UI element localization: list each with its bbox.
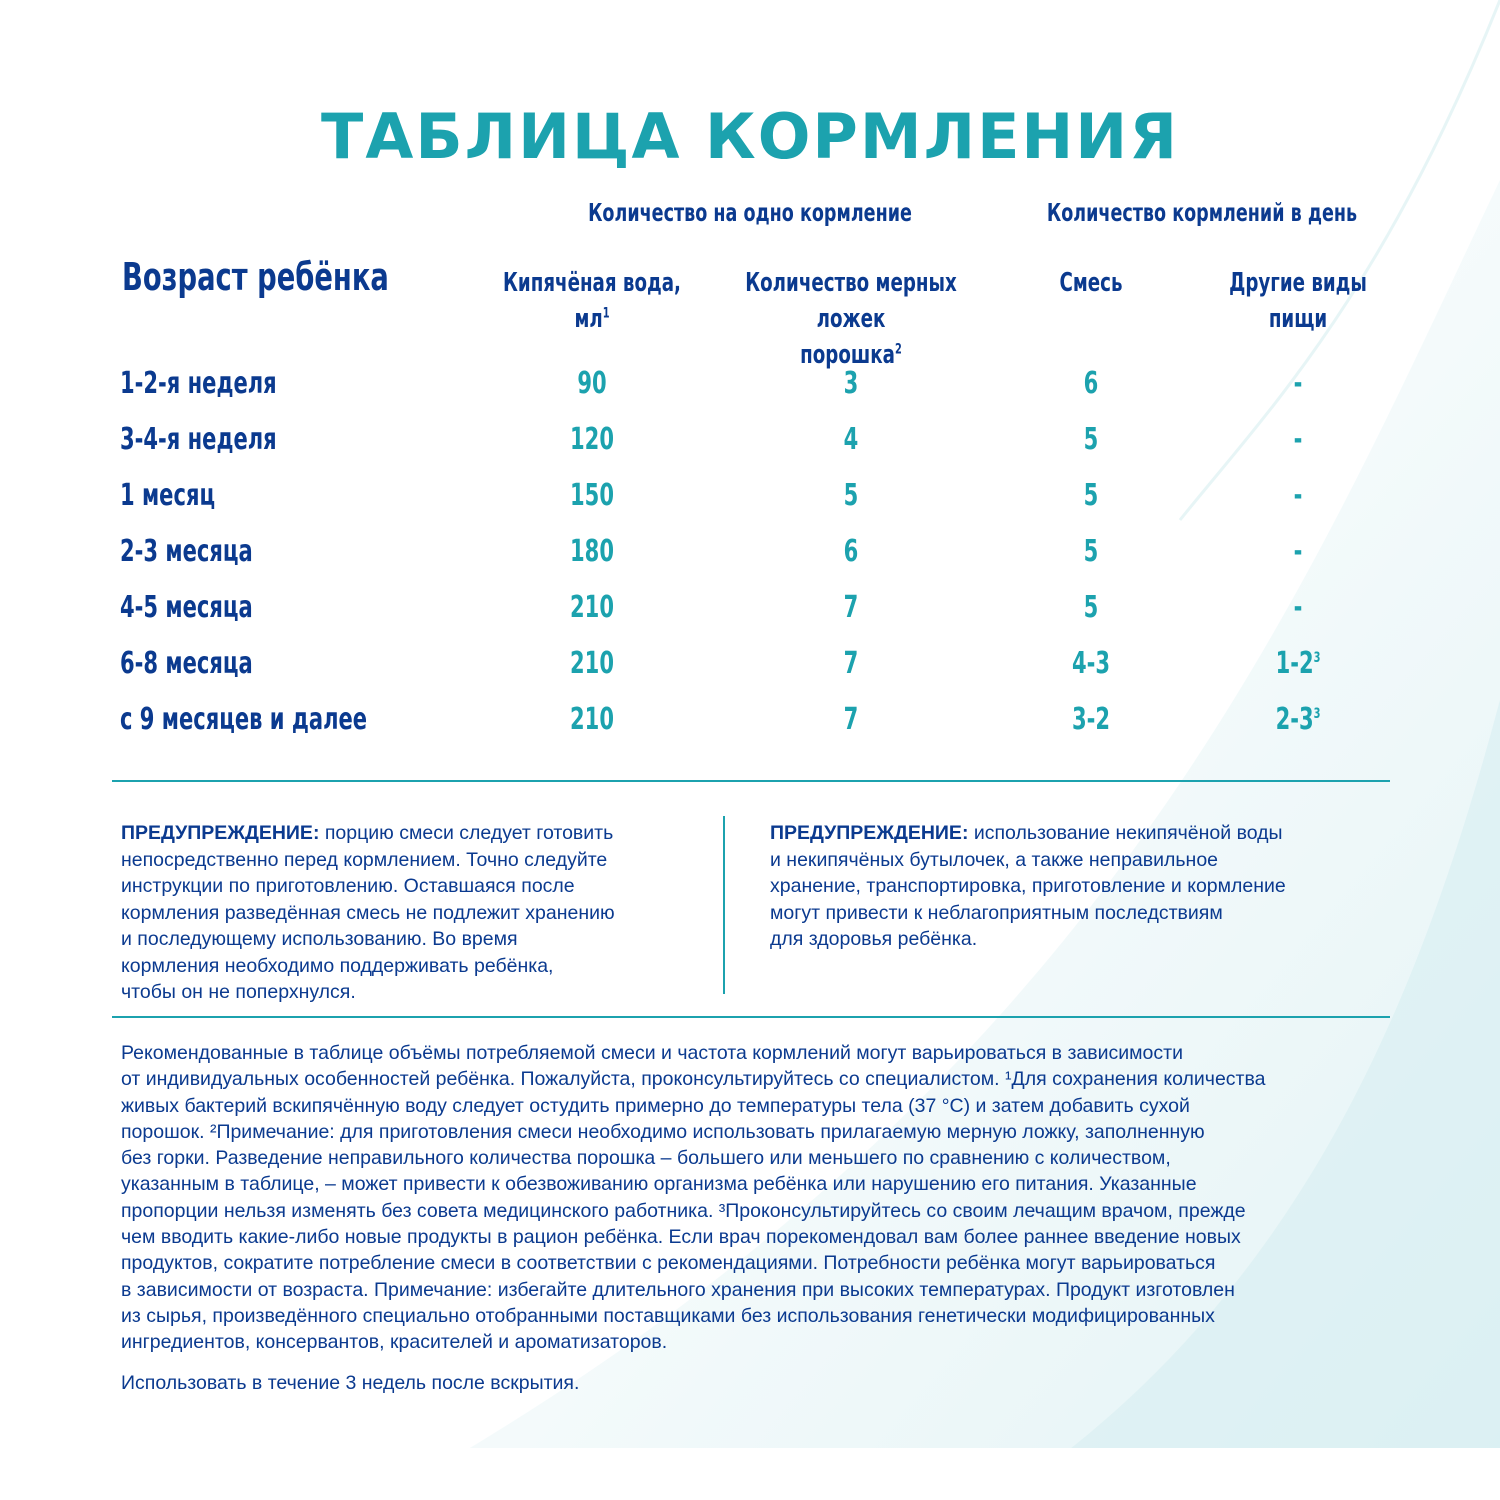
water-cell: 90 [577, 366, 607, 401]
spoons-column-header: Количество мерных ложек порошка$^2$ [745, 268, 957, 370]
table-row [0, 530, 1500, 586]
formula-cell: 6 [1083, 366, 1099, 401]
water-cell: 210 [570, 702, 614, 737]
spoons-cell: 7 [843, 590, 859, 625]
water-cell: 180 [570, 534, 614, 569]
page-title: ТАБЛИЦА КОРМЛЕНИЯ [321, 100, 1179, 173]
spoons-cell: 7 [843, 646, 859, 681]
age-cell: с 9 месяцев и далее [120, 702, 368, 737]
warning-left: ПРЕДУПРЕЖДЕНИЕ: порцию смеси следует готовить непосредственно перед кормлением. Точно следуйте инструкции по приготовлению. Оставшаяся после кормления разведённая смесь не подлежит хранению и последующему использованию. Во время кормления необходимо поддерживать ребёнка, чтобы он не поперхнулся. [121, 822, 615, 1003]
spoons-cell: 5 [843, 478, 859, 513]
warning-right: ПРЕДУПРЕЖДЕНИЕ: использование некипячёной воды и некипячёных бутылочек, а также неправильное хранение, транспортировка, приготовление и кормление могут привести к неблагоприятным последствиям для здоровья ребёнка. [770, 822, 1286, 950]
use-after-opening-note: Использовать в течение 3 недель после вскрытия. [121, 1372, 580, 1394]
spoons-cell: 4 [843, 422, 859, 457]
footnotes: Рекомендованные в таблице объёмы потребляемой смеси и частота кормлений могут варьироваться в зависимости от индивидуальных особенностей ребёнка. Пожалуйста, проконсультируйтесь со специалистом. ¹Для сохранения количества живых бактерий вскипячённую воду следует остудить примерно до температуры тела (37 °C) и затем добавить сухой порошок. ²Примечание: для приготовления смеси необходимо использовать прилагаемую мерную ложку, заполненную без горки. Разведение неправильного количества порошка – большего или меньшего по сравнению с количеством, указанным в таблице, – может привести к обезвоживанию организма ребёнка или нарушению его питания. Указанные пропорции нельзя изменять без совета медицинского работника. ³Проконсультируйтесь со своим лечащим врачом, прежде чем вводить какие-либо новые продукты в рацион ребёнка. Если врач порекомендовал вам более раннее введение новых продуктов, сократите потребление смеси в соответствии с рекомендациями. Потребности ребёнка могут варьироваться в зависимости от возраста. Примечание: избегайте длительного хранения при высоких температурах. Продукт изготовлен из сырья, произведённого специально отобранными поставщиками без использования генетически модифицированных ингредиентов, консервантов, красителей и ароматизаторов. [121, 1042, 1266, 1354]
table-row [0, 586, 1500, 642]
water-cell: 120 [570, 422, 614, 457]
age-cell: 6-8 месяца [120, 646, 253, 681]
formula-cell: 5 [1083, 534, 1099, 569]
other-food-cell: - [1293, 478, 1303, 513]
age-cell: 2-3 месяца [120, 534, 253, 569]
warning-label: ПРЕДУПРЕЖДЕНИЕ: [121, 822, 320, 844]
table-row [0, 474, 1500, 530]
divider-bottom [112, 1016, 1390, 1018]
other-food-cell: - [1293, 422, 1303, 457]
spoons-cell: 6 [843, 534, 859, 569]
table-row [0, 698, 1500, 754]
other-food-column-header: Другие виды пищи [1229, 268, 1367, 334]
water-column-header: Кипячёная вода, $мл^1$ [503, 268, 681, 334]
other-food-cell: $2-3^3$ [1275, 702, 1321, 737]
divider-vertical [723, 816, 725, 994]
water-cell: 210 [570, 646, 614, 681]
formula-cell: 5 [1083, 590, 1099, 625]
group-header-per-day: Количество кормлений в день [1046, 198, 1358, 227]
divider-top [112, 780, 1390, 782]
water-cell: 150 [570, 478, 614, 513]
feeding-table-body [0, 362, 1500, 754]
age-cell: 4-5 месяца [120, 590, 253, 625]
group-header-per-feeding: Количество на одно кормление [588, 198, 912, 227]
warning-label: ПРЕДУПРЕЖДЕНИЕ: [770, 822, 969, 844]
other-food-cell: $1-2^3$ [1275, 646, 1321, 681]
formula-cell: 5 [1083, 478, 1099, 513]
age-cell: 3-4-я неделя [120, 422, 277, 457]
formula-cell: 4-3 [1071, 646, 1111, 681]
table-row [0, 418, 1500, 474]
formula-cell: 3-2 [1071, 702, 1111, 737]
table-row [0, 642, 1500, 698]
spoons-cell: 3 [843, 366, 859, 401]
table-row [0, 362, 1500, 418]
age-column-header: Возраст ребёнка [122, 255, 389, 299]
other-food-cell: - [1293, 534, 1303, 569]
age-cell: 1-2-я неделя [120, 366, 277, 401]
other-food-cell: - [1293, 590, 1303, 625]
age-cell: 1 месяц [120, 478, 216, 513]
other-food-cell: - [1293, 366, 1303, 401]
formula-cell: 5 [1083, 422, 1099, 457]
formula-column-header: Смесь [1059, 268, 1123, 298]
spoons-cell: 7 [843, 702, 859, 737]
water-cell: 210 [570, 590, 614, 625]
